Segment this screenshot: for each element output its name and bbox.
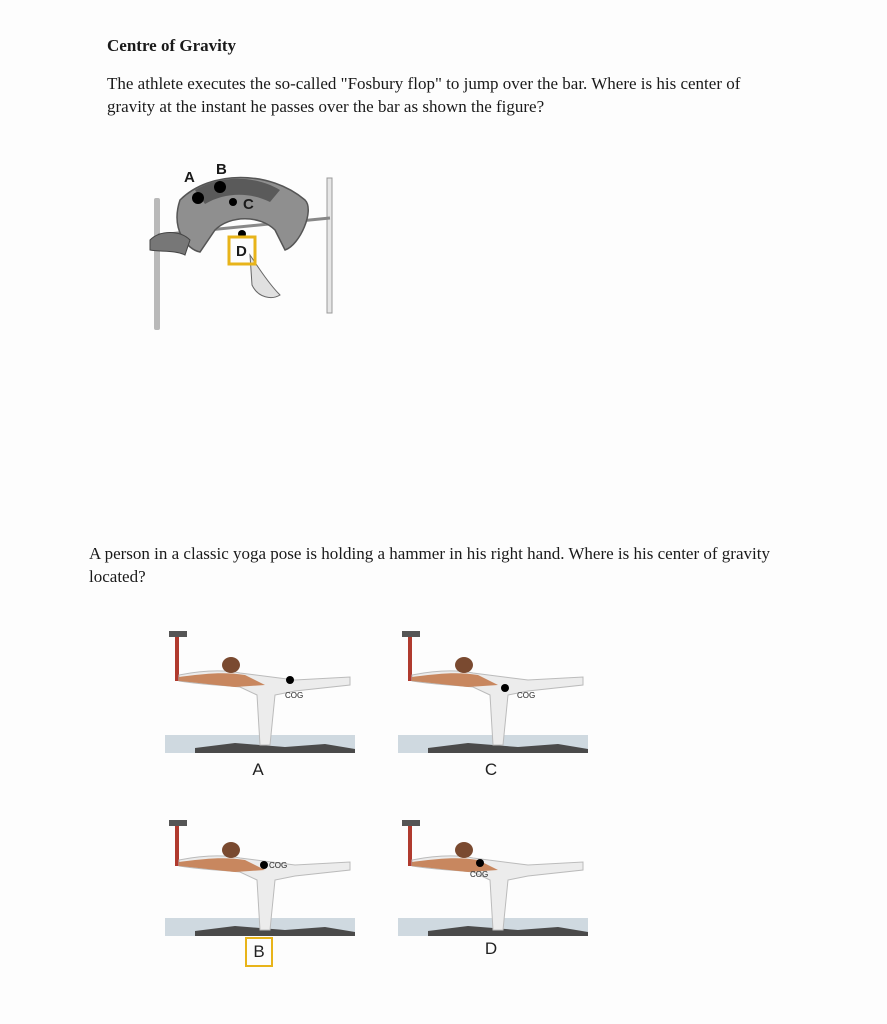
point-label-a: A [184,169,195,186]
yoga-illustration-a [165,625,355,760]
question-1-text: The athlete executes the so-called "Fosbury flop" to jump over the bar. Where is his center of gravity at the instant he passes over the bar as shown the figure? [107,74,741,116]
yoga-option-d[interactable] [398,808,588,943]
section-title: Centre of Gravity [107,36,237,55]
cog-text-a: COG [285,691,304,700]
fosbury-figure [140,160,350,340]
point-label-c: C [243,196,254,213]
yoga-option-a[interactable] [165,625,355,760]
question-2-text: A person in a classic yoga pose is holding a hammer in his right hand. Where is his center of gravity located? [89,544,770,586]
point-label-d-selected[interactable]: D [236,243,247,260]
option-label-d: D [484,939,498,958]
option-label-c: C [484,760,498,779]
cog-text-c: COG [517,691,536,700]
cog-text-b: COG [269,861,288,870]
yoga-option-c[interactable] [398,625,588,760]
yoga-illustration-c [398,625,588,760]
yoga-illustration-d [398,808,588,943]
yoga-option-b[interactable] [165,808,355,943]
yoga-illustration-b [165,808,355,943]
option-label-b-selected: B [245,937,273,967]
cog-text-d: COG [470,870,489,879]
point-label-b: B [216,161,227,178]
option-label-a: A [252,760,264,779]
